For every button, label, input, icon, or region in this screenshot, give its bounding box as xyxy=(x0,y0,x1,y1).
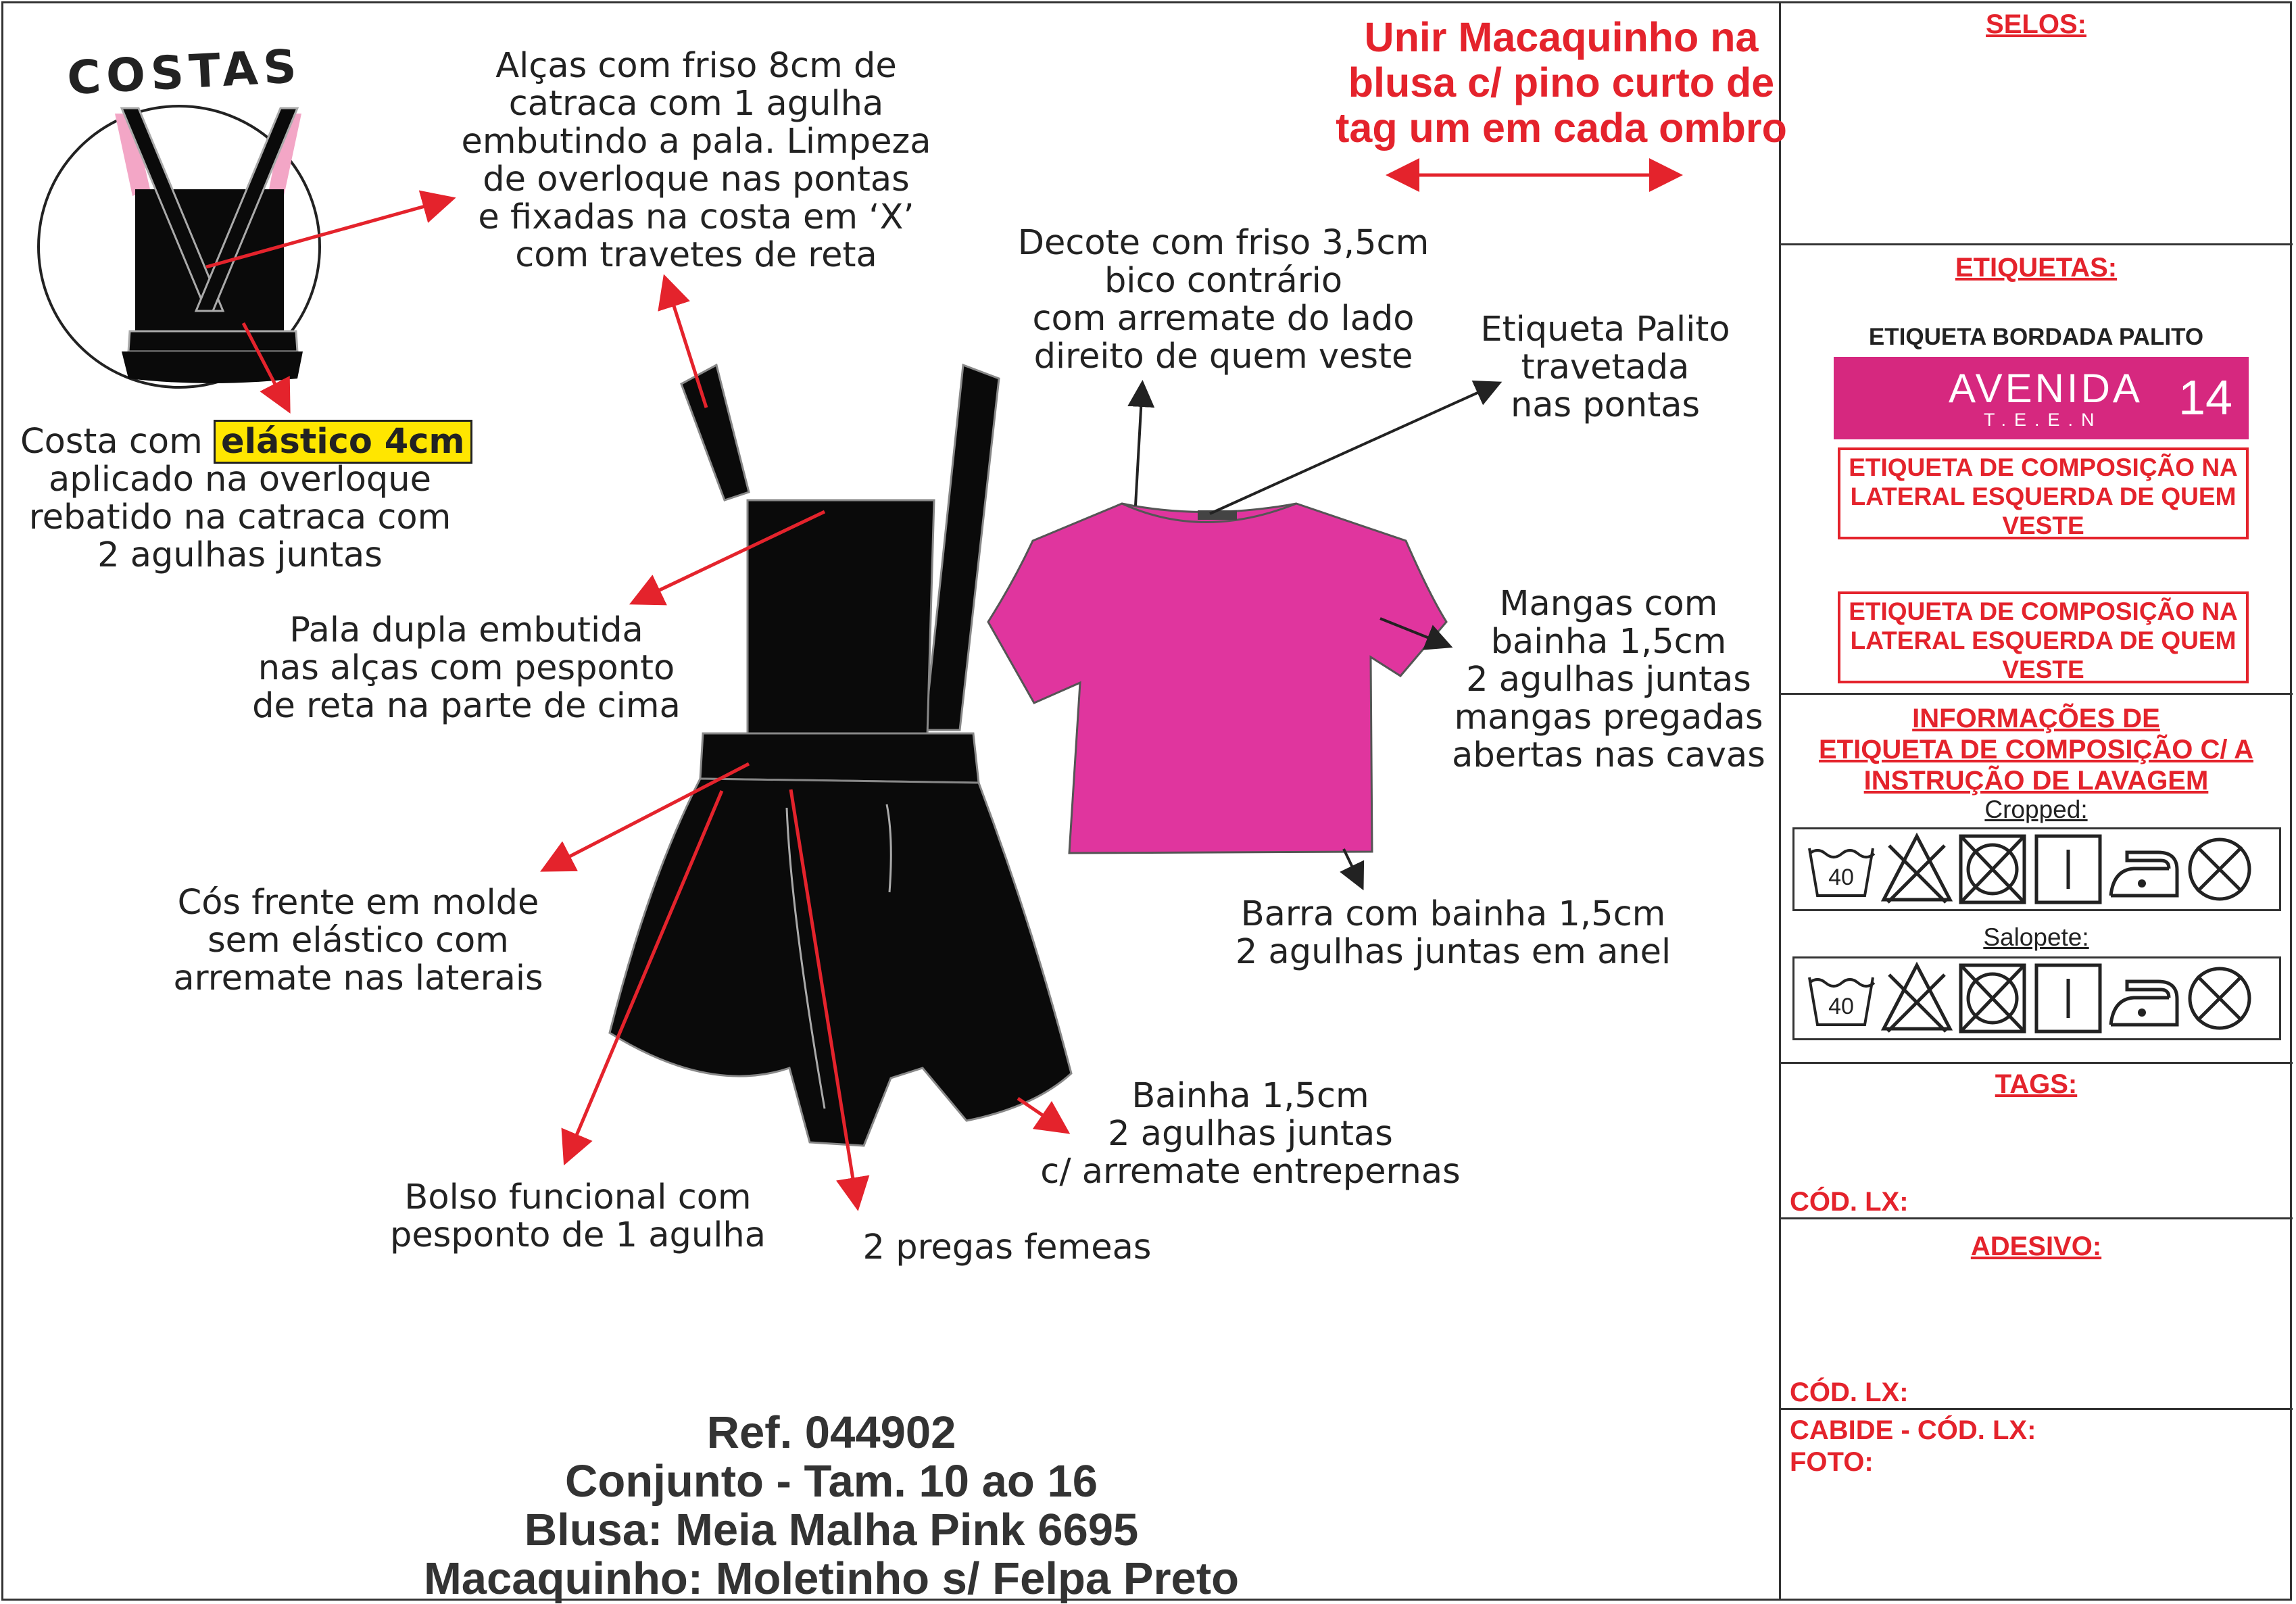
svg-text:40: 40 xyxy=(1828,865,1854,890)
alcas-note xyxy=(426,47,967,274)
mangas-note xyxy=(1440,585,1778,775)
note-line: com travetes de reta xyxy=(515,235,877,275)
costas-note-prefix: Costa com xyxy=(20,422,214,462)
composicao-label-1: ETIQUETA DE COMPOSIÇÃO NA LATERAL ESQUERDA DE QUEM VESTE xyxy=(1838,447,2249,539)
note-line: catraca com 1 agulha xyxy=(508,84,884,124)
note-line: 2 agulhas juntas em anel xyxy=(1235,932,1671,972)
note-line: bainha 1,5cm xyxy=(1490,622,1727,662)
tags-cod-lx: CÓD. LX: xyxy=(1790,1187,1909,1217)
etiqueta-bordada-label: ETIQUETA BORDADA PALITO xyxy=(1868,324,2204,350)
salopete-label: Salopete: xyxy=(1983,923,2089,951)
reference-block xyxy=(203,1409,1460,1603)
note-line: direito de quem veste xyxy=(1033,337,1413,376)
pala-note xyxy=(230,612,703,725)
info-line-1: INFORMAÇÕES DE xyxy=(1912,704,2160,733)
costas-title: COSTAS xyxy=(66,39,303,106)
note-line: abertas nas cavas xyxy=(1452,735,1765,775)
composicao-label-2: ETIQUETA DE COMPOSIÇÃO NA LATERAL ESQUERDA DE QUEM VESTE xyxy=(1838,591,2249,683)
note-line: com arremate do lado xyxy=(1032,299,1415,339)
cropped-tshirt xyxy=(988,504,1446,853)
note-line: sem elástico com xyxy=(207,921,509,961)
selos-heading: SELOS: xyxy=(1986,9,2086,39)
note-line: nas pontas xyxy=(1510,385,1701,425)
cropped-label: Cropped: xyxy=(1984,796,2088,823)
elastico-highlight: elástico 4cm xyxy=(214,420,472,464)
ref-number: Ref. 044902 xyxy=(706,1407,956,1458)
costas-note-line-2: aplicado na overloque xyxy=(48,460,431,500)
info-line-3: INSTRUÇÃO DE LAVAGEM xyxy=(1863,766,2209,796)
ref-conjunto: Conjunto - Tam. 10 ao 16 xyxy=(565,1456,1098,1507)
note-line: travetada xyxy=(1521,347,1690,387)
note-line: Alças com friso 8cm de xyxy=(495,46,897,86)
arrow-barra xyxy=(1344,849,1361,885)
arrow-decote xyxy=(1135,385,1142,506)
top-note-line-3: tag um em cada ombro xyxy=(1336,105,1787,151)
adesivo-cod-lx: CÓD. LX: xyxy=(1790,1378,1909,1407)
bainha-note xyxy=(1027,1077,1473,1191)
costas-note-line-4: 2 agulhas juntas xyxy=(97,535,383,575)
note-line: 2 agulhas juntas xyxy=(1466,660,1751,700)
note-line: de reta na parte de cima xyxy=(252,686,681,726)
note-line: 2 agulhas juntas xyxy=(1108,1114,1393,1154)
note-line: e fixadas na costa em ‘X’ xyxy=(478,197,914,237)
note-line: mangas pregadas xyxy=(1454,698,1763,737)
info-line-2: ETIQUETA DE COMPOSIÇÃO C/ A xyxy=(1819,735,2253,764)
note-line: Bainha 1,5cm xyxy=(1131,1076,1369,1116)
brand-name: AVENIDA xyxy=(1949,366,2143,411)
note-line: Barra com bainha 1,5cm xyxy=(1240,894,1666,934)
note-line: pesponto de 1 agulha xyxy=(390,1215,766,1255)
top-note-line-1: Unir Macaquinho na xyxy=(1364,14,1759,60)
cos-note xyxy=(142,884,575,998)
top-note-line-2: blusa c/ pino curto de xyxy=(1348,59,1775,105)
note-line: Etiqueta Palito xyxy=(1480,310,1730,349)
barra-note xyxy=(1217,896,1690,971)
note-line: bico contrário xyxy=(1104,261,1343,301)
note-line: Decote com friso 3,5cm xyxy=(1017,223,1430,263)
note-line: nas alças com pesponto xyxy=(258,648,675,688)
note-line: embutindo a pala. Limpeza xyxy=(461,122,931,162)
ref-blusa: Blusa: Meia Malha Pink 6695 xyxy=(524,1505,1139,1555)
note-line: de overloque nas pontas xyxy=(483,160,910,199)
costas-note-line-3: rebatido na catraca com xyxy=(28,497,451,537)
etiquetas-heading: ETIQUETAS: xyxy=(1955,253,2118,283)
decote-note xyxy=(987,224,1460,376)
note-line: Bolso funcional com xyxy=(404,1177,752,1217)
etiqueta-palito-note xyxy=(1453,311,1757,424)
costas-note xyxy=(20,422,465,575)
note-line: arremate nas laterais xyxy=(173,958,543,998)
pregas-note: 2 pregas femeas xyxy=(862,1228,1152,1267)
svg-text:40: 40 xyxy=(1828,994,1854,1019)
note-line: Cós frente em molde xyxy=(177,883,539,923)
brand-sub: T.E.E.N xyxy=(1984,410,2103,430)
note-line: Pala dupla embutida xyxy=(289,610,643,650)
tags-heading: TAGS: xyxy=(1995,1069,2078,1099)
ref-macaquinho: Macaquinho: Moletinho s/ Felpa Preto xyxy=(423,1553,1240,1604)
cabide-cod-lx: CABIDE - CÓD. LX: xyxy=(1790,1415,2036,1445)
brand-size: 14 xyxy=(2178,371,2233,425)
note-line: Mangas com xyxy=(1499,584,1718,624)
jumpsuit-front xyxy=(610,365,1071,1146)
bolso-note xyxy=(358,1179,798,1255)
foto-label: FOTO: xyxy=(1790,1447,1874,1477)
adesivo-heading: ADESIVO: xyxy=(1970,1232,2102,1261)
note-line: c/ arremate entrepernas xyxy=(1040,1152,1461,1192)
